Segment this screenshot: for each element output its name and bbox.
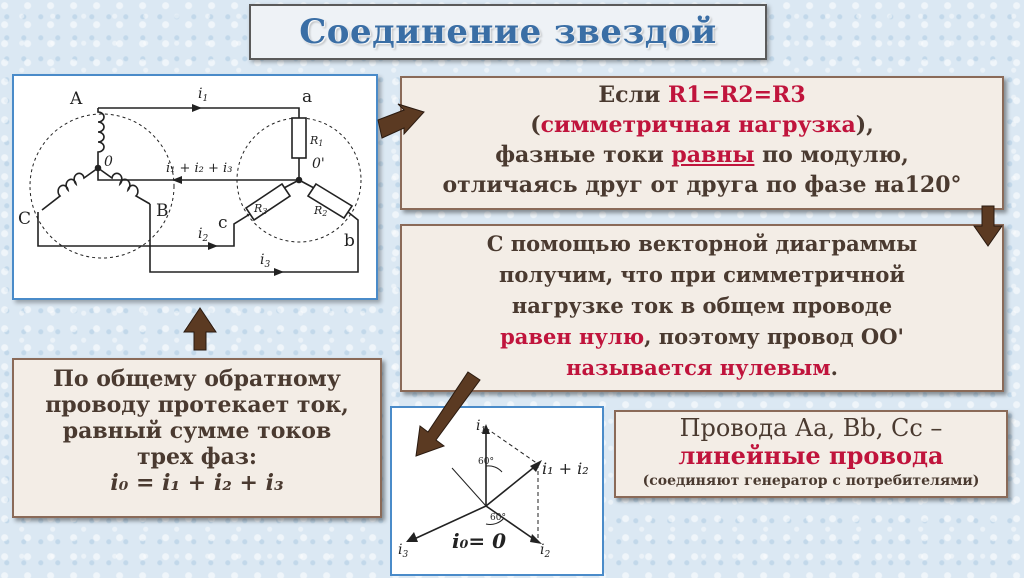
label-C: C xyxy=(18,209,32,229)
vec-line1: С помощью векторной диаграммы xyxy=(486,231,918,256)
arrow-up-icon xyxy=(184,308,216,350)
vec-line3: нагрузке ток в общем проводе xyxy=(511,293,893,318)
if-line4: отличаясь друг от друга по фазе на120° xyxy=(442,172,962,198)
label-i1-sub: 1 xyxy=(202,94,209,104)
left-line3: равный сумме токов xyxy=(62,418,332,444)
label-R3: R xyxy=(254,202,263,215)
vd-angle1: 60° xyxy=(478,457,494,467)
label-i2-sub: 2 xyxy=(202,234,209,244)
vd-label-i3-sub: 3 xyxy=(402,550,409,560)
label-sum: i₁ + i₂ + i₃ xyxy=(166,161,233,176)
label-A: A xyxy=(70,89,83,109)
vd-label-sum: i₁ + i₂ xyxy=(542,459,589,478)
arrow-down-icon xyxy=(974,206,1002,246)
vd-label-i1-sub: 1 xyxy=(480,426,487,436)
label-B: B xyxy=(156,201,169,221)
left-line4: трех фаз: xyxy=(136,444,258,470)
vec-line5: называется нулевым. xyxy=(566,355,838,380)
vd-label-i1: i xyxy=(476,418,481,434)
label-i3-sub: 3 xyxy=(264,260,271,270)
label-c: c xyxy=(218,213,228,233)
if-line2: (симметричная нагрузка), xyxy=(530,112,874,138)
vd-i0: i₀= 0 xyxy=(452,529,506,553)
vec-line2: получим, что при симметричной xyxy=(499,262,905,287)
label-R2-sub: 2 xyxy=(322,209,328,218)
vec-line4: равен нулю, поэтому провод ОО' xyxy=(500,324,904,349)
label-R3-sub: 3 xyxy=(262,207,268,216)
label-o-prime: 0' xyxy=(312,156,325,172)
left-line1: По общему обратному xyxy=(53,366,341,392)
page-title: Соединение звездой xyxy=(299,12,717,52)
lines-line1: Провода Аа, Вb, Сс – xyxy=(679,414,943,442)
label-R2: R xyxy=(314,204,323,217)
label-R1: R xyxy=(310,134,319,147)
label-b: b xyxy=(344,231,355,251)
arrow-right-icon xyxy=(378,104,424,138)
label-i1: i xyxy=(198,86,203,102)
sum-formula: i₀ = i₁ + i₂ + i₃ xyxy=(110,470,284,496)
label-a: a xyxy=(302,87,313,107)
arrow-diagonal-icon xyxy=(416,372,480,456)
lines-line2: линейные провода xyxy=(678,441,944,470)
label-R1-sub: 1 xyxy=(318,139,324,148)
lines-line3: (соединяют генератор с потребителями) xyxy=(642,473,980,489)
if-line1: Если R1=R2=R3 xyxy=(598,82,806,108)
vd-label-i2-sub: 2 xyxy=(544,550,551,560)
label-o: 0 xyxy=(104,154,113,170)
if-line3: фазные токи равны по модулю, xyxy=(495,142,909,168)
vd-angle2: 60° xyxy=(490,513,506,523)
label-i3: i xyxy=(260,252,265,268)
label-i2: i xyxy=(198,226,203,242)
left-line2: проводу протекает ток, xyxy=(45,392,349,418)
vd-label-i3: i xyxy=(398,542,403,558)
vd-label-i2: i xyxy=(540,542,545,558)
